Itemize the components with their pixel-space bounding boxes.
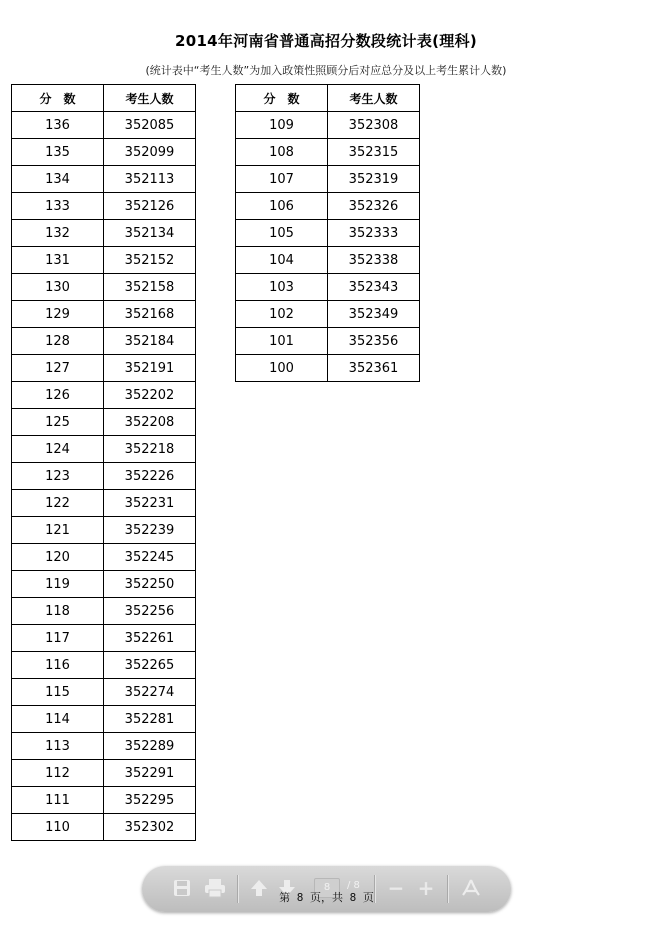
table-row (236, 328, 420, 355)
score-cell: 135 (12, 139, 104, 166)
count-cell: 352256 (104, 598, 196, 625)
table-header-row (12, 85, 196, 112)
count-cell: 352191 (104, 355, 196, 382)
score-cell: 115 (12, 679, 104, 706)
score-cell: 112 (12, 760, 104, 787)
table-row (236, 220, 420, 247)
score-cell: 126 (12, 382, 104, 409)
score-cell: 102 (236, 301, 328, 328)
count-cell: 352250 (104, 571, 196, 598)
table-row (12, 598, 196, 625)
table-header-row (236, 85, 420, 112)
score-cell: 132 (12, 220, 104, 247)
score-cell: 119 (12, 571, 104, 598)
score-cell: 104 (236, 247, 328, 274)
score-cell: 110 (12, 814, 104, 841)
table-row (12, 112, 196, 139)
score-cell: 128 (12, 328, 104, 355)
table-row (12, 706, 196, 733)
score-table-left (11, 84, 196, 841)
table-row (12, 544, 196, 571)
score-cell: 121 (12, 517, 104, 544)
score-table-right (235, 84, 420, 382)
count-cell: 352349 (328, 301, 420, 328)
count-cell: 352302 (104, 814, 196, 841)
score-cell: 124 (12, 436, 104, 463)
table-row (12, 625, 196, 652)
header-score: 分 数 (12, 85, 104, 112)
table-row (236, 274, 420, 301)
count-cell: 352208 (104, 409, 196, 436)
count-cell: 352295 (104, 787, 196, 814)
table-row (12, 220, 196, 247)
table-row (12, 355, 196, 382)
count-cell: 352184 (104, 328, 196, 355)
score-cell: 101 (236, 328, 328, 355)
count-cell: 352281 (104, 706, 196, 733)
table-row (236, 166, 420, 193)
count-cell: 352308 (328, 112, 420, 139)
score-cell: 117 (12, 625, 104, 652)
score-cell: 122 (12, 490, 104, 517)
score-cell: 125 (12, 409, 104, 436)
header-count: 考生人数 (328, 85, 420, 112)
score-cell: 108 (236, 139, 328, 166)
count-cell: 352202 (104, 382, 196, 409)
table-row (12, 787, 196, 814)
document-subtitle: (统计表中“考生人数”为加入政策性照顾分后对应总分及以上考生累计人数) (145, 64, 507, 77)
table-row (236, 139, 420, 166)
table-row (12, 301, 196, 328)
document-title: 2014年河南省普通高招分数段统计表(理科) (174, 32, 478, 50)
count-cell: 352343 (328, 274, 420, 301)
table-row (12, 814, 196, 841)
count-cell: 352226 (104, 463, 196, 490)
count-cell: 352319 (328, 166, 420, 193)
count-cell: 352218 (104, 436, 196, 463)
table-row (12, 463, 196, 490)
table-row (12, 733, 196, 760)
score-cell: 113 (12, 733, 104, 760)
count-cell: 352265 (104, 652, 196, 679)
score-cell: 116 (12, 652, 104, 679)
table-row (12, 247, 196, 274)
score-cell: 105 (236, 220, 328, 247)
zoom-out-icon[interactable]: − (387, 876, 405, 900)
score-cell: 107 (236, 166, 328, 193)
table-row (236, 112, 420, 139)
score-cell: 129 (12, 301, 104, 328)
table-row (12, 436, 196, 463)
score-cell: 133 (12, 193, 104, 220)
score-cell: 123 (12, 463, 104, 490)
pdf-toolbar (142, 866, 511, 912)
table-row (236, 193, 420, 220)
table-row (12, 490, 196, 517)
count-cell: 352361 (328, 355, 420, 382)
count-cell: 352134 (104, 220, 196, 247)
table-row (236, 355, 420, 382)
table-row (12, 139, 196, 166)
count-cell: 352289 (104, 733, 196, 760)
count-cell: 352245 (104, 544, 196, 571)
zoom-in-icon[interactable]: + (417, 876, 435, 900)
count-cell: 352126 (104, 193, 196, 220)
score-cell: 130 (12, 274, 104, 301)
count-cell: 352158 (104, 274, 196, 301)
current-page-input[interactable]: 8 (314, 878, 340, 898)
count-cell: 352113 (104, 166, 196, 193)
score-cell: 103 (236, 274, 328, 301)
table-row (12, 517, 196, 544)
count-cell: 352333 (328, 220, 420, 247)
count-cell: 352085 (104, 112, 196, 139)
table-row (12, 382, 196, 409)
score-cell: 134 (12, 166, 104, 193)
score-cell: 118 (12, 598, 104, 625)
table-row (12, 274, 196, 301)
table-row (12, 166, 196, 193)
count-cell: 352261 (104, 625, 196, 652)
count-cell: 352152 (104, 247, 196, 274)
table-row (12, 652, 196, 679)
table-row (236, 247, 420, 274)
table-row (12, 679, 196, 706)
count-cell: 352315 (328, 139, 420, 166)
count-cell: 352099 (104, 139, 196, 166)
score-cell: 120 (12, 544, 104, 571)
score-cell: 136 (12, 112, 104, 139)
table-row (12, 760, 196, 787)
table-row (12, 571, 196, 598)
header-count: 考生人数 (104, 85, 196, 112)
count-cell: 352356 (328, 328, 420, 355)
table-row (12, 328, 196, 355)
score-cell: 100 (236, 355, 328, 382)
table-row (12, 193, 196, 220)
score-cell: 127 (12, 355, 104, 382)
count-cell: 352239 (104, 517, 196, 544)
header-score: 分 数 (236, 85, 328, 112)
score-cell: 114 (12, 706, 104, 733)
score-cell: 111 (12, 787, 104, 814)
total-pages: / 8 (347, 880, 360, 891)
count-cell: 352326 (328, 193, 420, 220)
score-cell: 109 (236, 112, 328, 139)
count-cell: 352231 (104, 490, 196, 517)
count-cell: 352168 (104, 301, 196, 328)
count-cell: 352291 (104, 760, 196, 787)
page-status: 第 8 页，共 8 页 (279, 891, 374, 904)
table-row (236, 301, 420, 328)
count-cell: 352274 (104, 679, 196, 706)
table-row (12, 409, 196, 436)
count-cell: 352338 (328, 247, 420, 274)
score-cell: 106 (236, 193, 328, 220)
score-cell: 131 (12, 247, 104, 274)
